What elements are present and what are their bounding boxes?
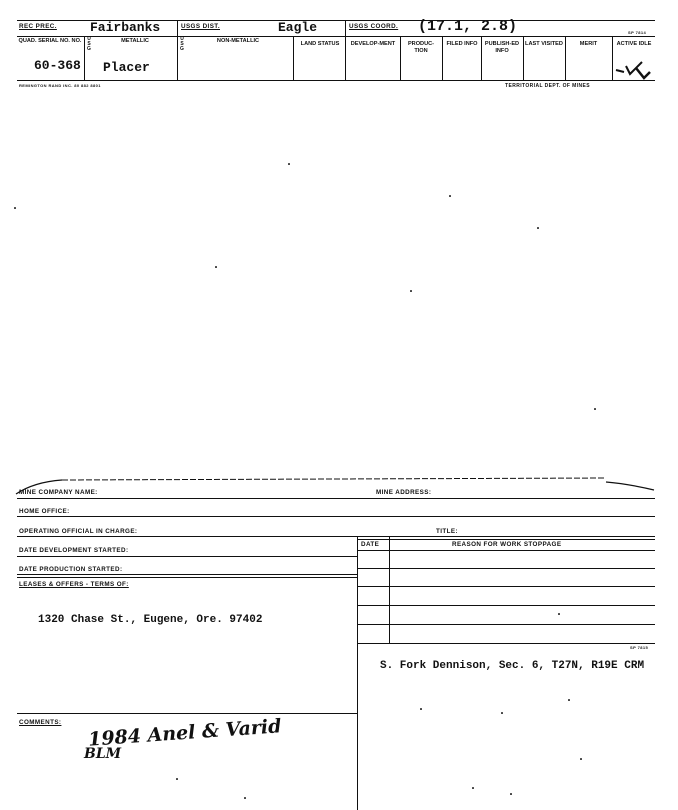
merit-label: MERIT [579,41,598,47]
divider [177,20,178,80]
rule [17,713,357,714]
usgs-coord-label: USGS COORD. [349,23,399,30]
speck [472,787,474,789]
active-idle-label: ACTIVE IDLE [616,41,652,47]
speck [410,290,412,292]
divider [523,36,524,80]
divider [400,36,401,80]
header-bottom-rule [17,80,655,81]
speck [580,758,582,760]
production-label: PRODUC-TION [407,41,435,54]
speck [501,712,503,714]
printer-line: REMINGTON RAND INC. 80 882 8801 [19,83,101,88]
form-code-bottom: SP 7815 [630,645,649,650]
quad-serial-value: 60-368 [34,58,81,73]
date-development-label: DATE DEVELOPMENT STARTED: [19,547,129,554]
speck [568,699,570,701]
speck [510,793,512,795]
speck [14,207,16,209]
land-status-label: LAND STATUS [300,41,340,47]
location-typed: S. Fork Dennison, Sec. 6, T27N, R19E CRM [380,660,645,672]
operating-official-label: OPERATING OFFICIAL IN CHARGE: [19,528,138,535]
divider [565,36,566,80]
fold-line [14,474,664,498]
rule [357,586,655,587]
divider [389,536,390,644]
speck [244,797,246,799]
quad-serial-label: QUAD. SERIAL NO. NO. [18,38,82,44]
speck [420,708,422,710]
divider [84,36,85,80]
divider [293,36,294,80]
divider [345,20,346,80]
comments-label: COMMENTS: [19,719,62,726]
usgs-dist-label: USGS DIST. [181,23,220,30]
speck [215,266,217,268]
rule [17,536,655,537]
speck [288,163,290,165]
development-label: DEVELOP-MENT [350,41,396,47]
divider [481,36,482,80]
speck [558,613,560,615]
title-label: TITLE: [436,528,458,535]
speck [537,227,539,229]
published-info-label: PUBLISH-ED INFO [484,41,520,54]
rule [357,539,655,540]
non-metallic-label: NON-METALLIC [216,38,260,44]
rec-prec-label: REC PREC. [19,23,57,30]
divider [442,36,443,80]
form-code-top: SP 7814 [628,30,647,35]
handwritten-note: 1984 Anel & Varid [87,715,283,751]
divider [357,536,358,810]
speck [449,195,451,197]
leases-label: LEASES & OFFERS - TERMS OF: [19,581,129,588]
rule [17,516,655,517]
date-col-label: DATE [361,541,380,548]
metallic-label: METALLIC [121,38,149,44]
date-production-label: DATE PRODUCTION STARTED: [19,566,123,573]
divider [612,36,613,80]
active-check-mark-icon [614,58,654,82]
usgs-dist-value: Eagle [278,20,318,35]
header-mid-rule [17,36,655,37]
rule [17,577,357,578]
speck [594,408,596,410]
filed-info-label: FILED INFO [446,41,478,47]
rule [357,550,655,551]
address-typed: 1320 Chase St., Eugene, Ore. 97402 [38,614,263,626]
mine-company-name-label: MINE COMPANY NAME: [19,489,98,496]
reason-col-label: REASON FOR WORK STOPPAGE [452,541,562,548]
last-visited-label: LAST VISITED [525,41,563,47]
home-office-label: HOME OFFICE: [19,508,70,515]
rule [17,574,357,575]
usgs-side-letters: U S G [87,36,91,52]
rule [357,624,655,625]
department-line: TERRITORIAL DEPT. OF MINES [505,83,590,89]
rule [357,605,655,606]
rule [17,498,655,499]
metallic-value: Placer [103,60,150,75]
rule [357,643,655,644]
rule [357,568,655,569]
speck [176,778,178,780]
rule [17,556,357,557]
mine-address-label: MINE ADDRESS: [376,489,432,496]
usgs-coord-value: (17.1, 2.8) [418,18,518,35]
handwritten-initials: BLM [84,746,122,762]
rec-prec-value: Fairbanks [90,20,161,35]
usgs-side-letters: U S G [180,36,184,52]
